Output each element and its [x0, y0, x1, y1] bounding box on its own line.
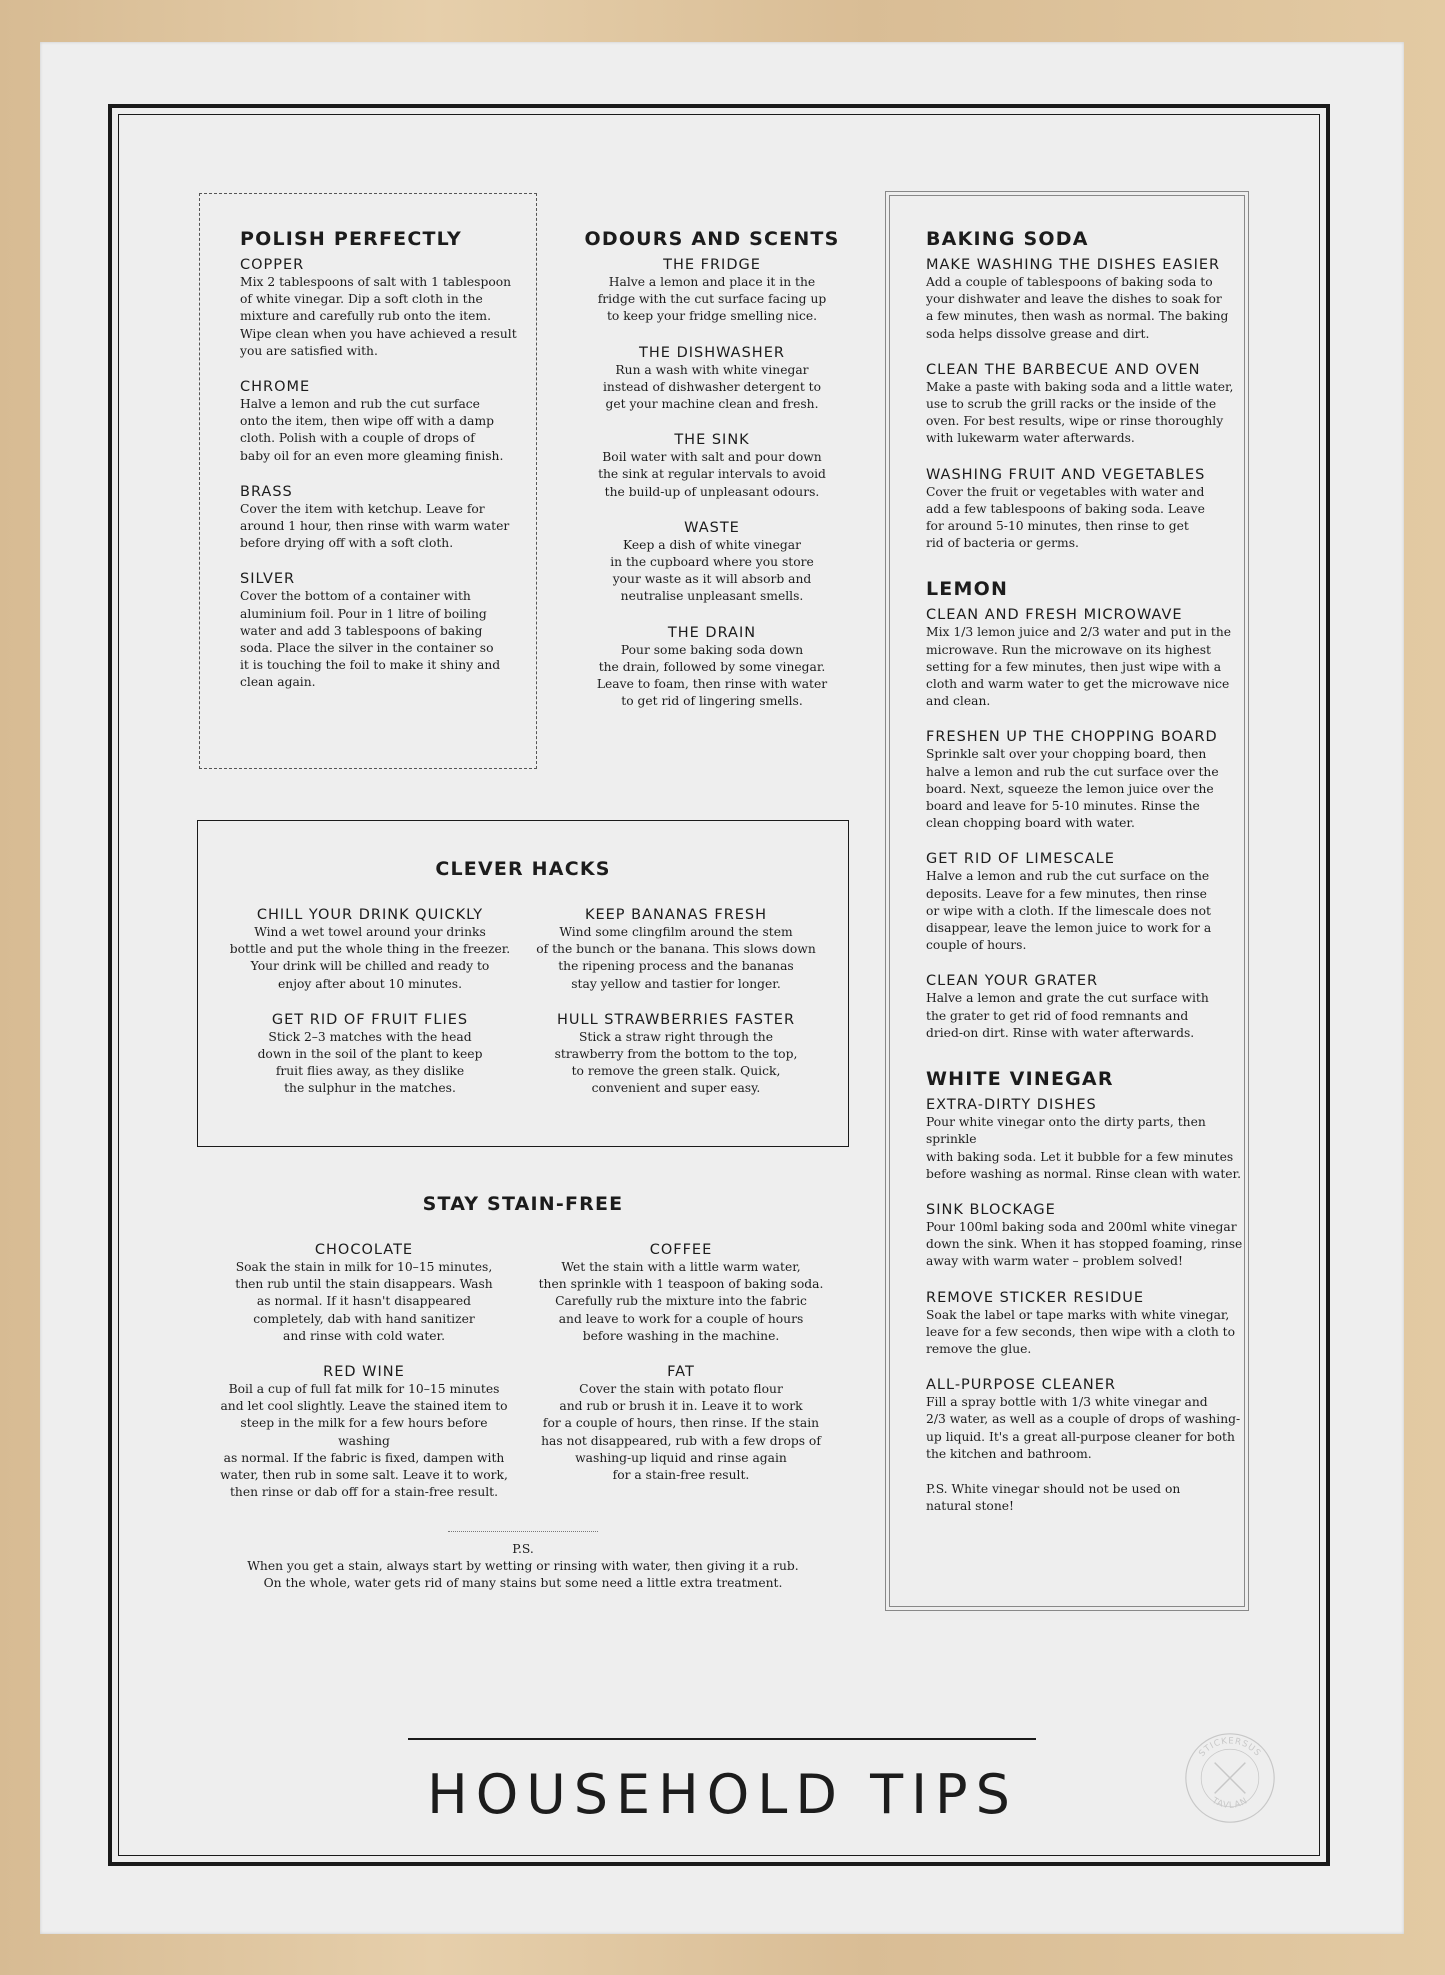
white-vinegar-section	[926, 1068, 1246, 1515]
polish-item-title: CHROME	[240, 379, 311, 396]
stains-heading-wrap	[197, 1193, 849, 1221]
hacks-item	[526, 1011, 826, 1098]
stains-item	[214, 1241, 514, 1345]
hacks-item-text: Stick 2–3 matches with the head down in the soil of the plant to keep fruit flies away, as they dislike the sulphur in the matches.	[257, 1029, 483, 1096]
stains-item	[531, 1241, 831, 1345]
odours-item-text: Boil water with salt and pour down the sink at regular intervals to avoid the build-up of unpleasant odours.	[598, 450, 826, 499]
odours-item-title: THE DRAIN	[667, 624, 757, 641]
lemon-item-text: Sprinkle salt over your chopping board, then halve a lemon and rub the cut surface over the board. Next, squeeze the lemon juice over the board and leave for 5-10 minutes. Rinse the clean chopping board with water.	[926, 747, 1219, 831]
polish-item-text: Mix 2 tablespoons of salt with 1 tablespoon of white vinegar. Dip a soft cloth in the mixture and carefully rub onto the item. Wipe clean when you have achieved a result you are satisfied with.	[240, 275, 517, 358]
stains-item-title: RED WINE	[323, 1364, 405, 1381]
baking-item	[926, 466, 1246, 553]
baking-item-text: Cover the fruit or vegetables with water and add a few tablespoons of baking soda. Leave for around 5-10 minutes, then rinse to get rid of bacteria or germs.	[926, 484, 1205, 551]
right-column-content	[926, 228, 1246, 1515]
hacks-item-title: GET RID OF FRUIT FLIES	[271, 1011, 469, 1028]
vinegar-item	[926, 1289, 1246, 1359]
stains-item	[531, 1363, 831, 1484]
polish-item-title: BRASS	[240, 483, 293, 500]
odours-item	[562, 519, 862, 606]
polish-item-title: COPPER	[240, 257, 305, 273]
hacks-left-column	[220, 906, 520, 1116]
lemon-item-text: Halve a lemon and rub the cut surface on the deposits. Leave for a few minutes, then rinse or wipe with a cloth. If the limescale does not disappear, leave the lemon juice to work for a couple of hours.	[926, 869, 1212, 953]
polish-item	[240, 256, 540, 360]
lemon-item-text: Mix 1/3 lemon juice and 2/3 water and put in the microwave. Run the microwave on its highest setting for a few minutes, then just wipe with a cloth and warm water to get the microwave nice and clean.	[926, 625, 1232, 709]
odours-item-title: WASTE	[684, 519, 740, 536]
lemon-item-text: Halve a lemon and grate the cut surface with the grater to get rid of food remnants and dried-on dirt. Rinse with water afterwards.	[926, 991, 1209, 1040]
lemon-item-title: GET RID OF LIMESCALE	[926, 851, 1115, 868]
polish-heading: POLISH PERFECTLY	[240, 228, 462, 250]
lemon-heading: LEMON	[926, 578, 1009, 601]
vinegar-item	[926, 1096, 1246, 1183]
stains-left-column	[214, 1241, 514, 1519]
baking-item	[926, 361, 1246, 448]
vinegar-item	[926, 1201, 1246, 1271]
hacks-item	[220, 1011, 520, 1098]
vinegar-item-text: Pour white vinegar onto the dirty parts, then sprinkle with baking soda. Let it bubble for a few minutes before washing as normal. Rinse clean with water.	[926, 1115, 1241, 1181]
hacks-item-title: KEEP BANANAS FRESH	[584, 907, 768, 923]
vinegar-item	[926, 1376, 1246, 1463]
odours-item-title: THE FRIDGE	[663, 257, 761, 273]
odours-item-text: Pour some baking soda down the drain, followed by some vinegar. Leave to foam, then rinse with water to get rid of lingering smells.	[596, 642, 828, 709]
vinegar-item-title: REMOVE STICKER RESIDUE	[926, 1289, 1145, 1306]
lemon-item	[926, 850, 1246, 954]
baking-item-title: MAKE WASHING THE DISHES EASIER	[926, 257, 1221, 273]
embossed-seal-icon	[1182, 1730, 1278, 1826]
vinegar-item-title: SINK BLOCKAGE	[926, 1201, 1056, 1218]
odours-section	[562, 228, 862, 728]
page-title: HOUSEHOLD TIPS	[427, 1763, 1018, 1826]
odours-item-text: Keep a dish of white vinegar in the cupboard where you store your waste as it will absorb and neutralise unpleasant smells.	[610, 537, 814, 604]
odours-item-text: Halve a lemon and place it in the fridge with the cut surface facing up to keep your fridge smelling nice.	[597, 275, 827, 324]
odours-item-text: Run a wash with white vinegar instead of dishwasher detergent to get your machine clean and fresh.	[602, 362, 822, 412]
hacks-item	[526, 906, 826, 993]
hacks-item-title: HULL STRAWBERRIES FASTER	[556, 1011, 796, 1028]
stains-ps	[197, 1541, 849, 1593]
vinegar-item-text: Soak the label or tape marks with white vinegar, leave for a few seconds, then wipe with a cloth to remove the glue.	[926, 1307, 1236, 1356]
baking-item-text: Make a paste with baking soda and a little water, use to scrub the grill racks or the inside of the oven. For best results, wipe or rinse thoroughly with lukewarm water afterwards.	[926, 379, 1234, 446]
baking-item-title: CLEAN THE BARBECUE AND OVEN	[926, 361, 1201, 378]
vinegar-note: P.S. White vinegar should not be used on natural stone!	[926, 1481, 1181, 1514]
baking-item-text: Add a couple of tablespoons of baking soda to your dishwater and leave the dishes to soak for a few minutes, then wash as normal. The baking soda helps dissolve grease and dirt.	[926, 275, 1229, 341]
baking-soda-section	[926, 228, 1246, 552]
hacks-heading-wrap	[197, 858, 849, 886]
stains-item-title: FAT	[667, 1364, 695, 1381]
odours-item-title: THE SINK	[674, 432, 750, 449]
lemon-item	[926, 606, 1246, 710]
polish-item-text: Cover the bottom of a container with aluminium foil. Pour in 1 litre of boiling water and add 3 tablespoons of baking soda. Place the silver in the container so it is touching the foil to make it shiny and clean again.	[240, 589, 501, 690]
white-vinegar-heading: WHITE VINEGAR	[926, 1068, 1114, 1091]
odours-item	[562, 344, 862, 414]
odours-item	[562, 624, 862, 711]
polish-item	[240, 483, 540, 553]
lemon-item-title: FRESHEN UP THE CHOPPING BOARD	[926, 729, 1218, 746]
ps-label: P.S.	[512, 1542, 534, 1556]
hacks-item-text: Wind some clingfilm around the stem of the bunch or the banana. This slows down the ripening process and the bananas stay yellow and tastier for longer.	[536, 925, 816, 991]
stains-item	[214, 1363, 514, 1501]
ps-text: When you get a stain, always start by wetting or rinsing with water, then giving it a rub. On the whole, water gets rid of many stains but some need a little extra treatment.	[247, 1559, 799, 1591]
seal-text-top: STICKERSUS	[1197, 1736, 1263, 1759]
seal-text-bottom: TAVLAN	[1210, 1795, 1250, 1811]
vinegar-item-text: Fill a spray bottle with 1/3 white vinegar and 2/3 water, as well as a couple of drops of washing- up liquid. It's a great all-purpose cleaner for both the kitchen and bathroom.	[926, 1395, 1241, 1461]
title-rule	[408, 1738, 1036, 1740]
baking-soda-heading: BAKING SODA	[926, 228, 1089, 250]
lemon-item-title: CLEAN AND FRESH MICROWAVE	[926, 607, 1183, 624]
stains-heading: STAY STAIN-FREE	[422, 1193, 624, 1215]
stains-item-title: CHOCOLATE	[314, 1242, 414, 1258]
stains-right-column	[531, 1241, 831, 1502]
polish-item-title: SILVER	[240, 571, 296, 588]
lemon-item	[926, 972, 1246, 1042]
hacks-item-text: Stick a straw right through the strawberry from the bottom to the top, to remove the green stalk. Quick, convenient and super easy.	[554, 1029, 798, 1096]
lemon-item-title: CLEAN YOUR GRATER	[926, 973, 1099, 990]
stains-item-text: Soak the stain in milk for 10–15 minutes, then rub until the stain disappears. Wash as normal. If it hasn't disappeared completely, dab with hand sanitizer and rinse with cold water.	[235, 1260, 493, 1343]
polish-item	[240, 570, 540, 691]
polish-item	[240, 378, 540, 465]
svg-text:TAVLAN	[1209, 1795, 1250, 1810]
odours-item-title: THE DISHWASHER	[639, 344, 785, 361]
lemon-section	[926, 578, 1246, 1042]
polish-item-text: Halve a lemon and rub the cut surface onto the item, then wipe off with a damp cloth. Polish with a couple of drops of baby oil for an even more gleaming finish.	[240, 397, 504, 463]
stains-item-text: Cover the stain with potato flour and rub or brush it in. Leave it to work for a couple of hours, then rinse. If the stain has not disappeared, rub with a few drops of washing-up liquid and rinse again for a stain-free result.	[541, 1382, 821, 1483]
polish-item-text: Cover the item with ketchup. Leave for around 1 hour, then rinse with warm water before drying off with a soft cloth.	[240, 501, 510, 551]
hacks-item	[220, 906, 520, 993]
odours-item	[562, 431, 862, 501]
stains-item-text: Wet the stain with a little warm water, then sprinkle with 1 teaspoon of baking soda. Carefully rub the mixture into the fabric and leave to work for a couple of hours before washing in the machine.	[538, 1260, 824, 1343]
vinegar-item-title: ALL-PURPOSE CLEANER	[926, 1377, 1116, 1394]
hacks-right-column	[526, 906, 826, 1116]
baking-item-title: WASHING FRUIT AND VEGETABLES	[926, 466, 1206, 483]
stains-item-title: COFFEE	[649, 1242, 713, 1258]
stains-item-text: Boil a cup of full fat milk for 10–15 minutes and let cool slightly. Leave the stained item to steep in the milk for a few hours before washing as normal. If the fabric is fixed, dampen with water, then rub in some salt. Leave it to work, then rinse or dab off for a stain-free result.	[220, 1382, 508, 1500]
vinegar-item-text: Pour 100ml baking soda and 200ml white vinegar down the sink. When it has stopped foaming, rinse away with warm water – problem solved!	[926, 1219, 1243, 1269]
lemon-item	[926, 728, 1246, 832]
hacks-item-title: CHILL YOUR DRINK QUICKLY	[256, 907, 484, 923]
hacks-item-text: Wind a wet towel around your drinks bottle and put the whole thing in the freezer. Your drink will be chilled and ready to enjoy after about 10 minutes.	[229, 925, 511, 991]
vinegar-item-title: EXTRA-DIRTY DISHES	[926, 1097, 1097, 1114]
ps-divider	[448, 1531, 598, 1532]
baking-item	[926, 256, 1246, 343]
hacks-heading: CLEVER HACKS	[435, 858, 611, 880]
odours-heading: ODOURS AND SCENTS	[584, 228, 840, 250]
polish-section	[240, 228, 540, 710]
odours-item	[562, 256, 862, 326]
